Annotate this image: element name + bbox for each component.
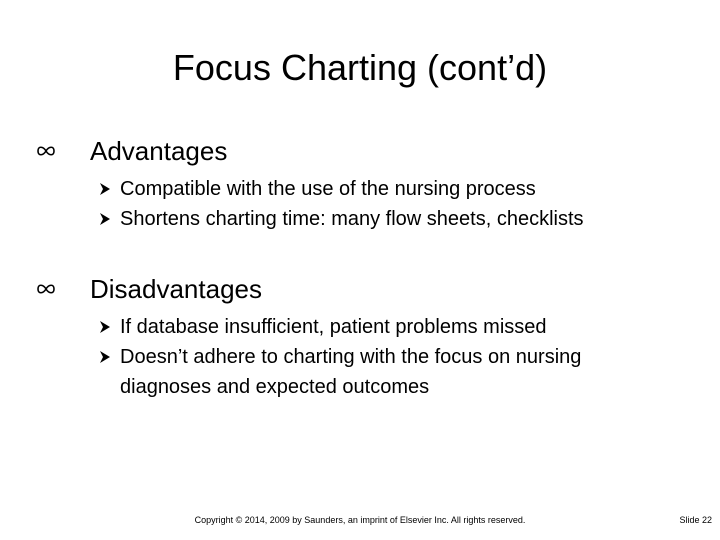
disadvantages-section bbox=[36, 273, 625, 402]
copyright-text: Copyright © 2014, 2009 by Saunders, an imprint of Elsevier Inc. All rights reserved. bbox=[194, 515, 526, 525]
list-item-text: Shortens charting time: many flow sheets, checklists bbox=[120, 208, 584, 230]
arrow-bullet-icon bbox=[99, 182, 111, 196]
arrow-bullet-icon bbox=[99, 320, 111, 334]
list-item-text: Doesn’t adhere to charting with the focus on nursing diagnoses and expected outcomes bbox=[120, 346, 582, 398]
disadvantages-heading-row bbox=[36, 273, 625, 305]
list-item-text: Compatible with the use of the nursing process bbox=[120, 178, 536, 200]
advantages-section bbox=[36, 135, 590, 234]
disadvantages-heading: Disadvantages bbox=[90, 274, 262, 304]
slide-title: Focus Charting (cont’d) bbox=[172, 47, 548, 88]
list-item bbox=[36, 204, 590, 234]
list-item-text: If database insufficient, patient problems missed bbox=[120, 316, 547, 338]
copyright-footer bbox=[0, 514, 720, 526]
list-item bbox=[36, 342, 625, 402]
infinity-bullet-icon bbox=[36, 282, 56, 296]
advantages-heading-row bbox=[36, 135, 590, 167]
infinity-bullet-icon bbox=[36, 144, 56, 158]
arrow-bullet-icon bbox=[99, 212, 111, 226]
disadvantages-list bbox=[36, 312, 625, 402]
list-item bbox=[36, 312, 625, 342]
arrow-bullet-icon bbox=[99, 350, 111, 364]
advantages-heading: Advantages bbox=[90, 136, 228, 166]
list-item bbox=[36, 174, 590, 204]
slide-number: Slide 22 bbox=[679, 515, 712, 525]
advantages-list bbox=[36, 174, 590, 234]
